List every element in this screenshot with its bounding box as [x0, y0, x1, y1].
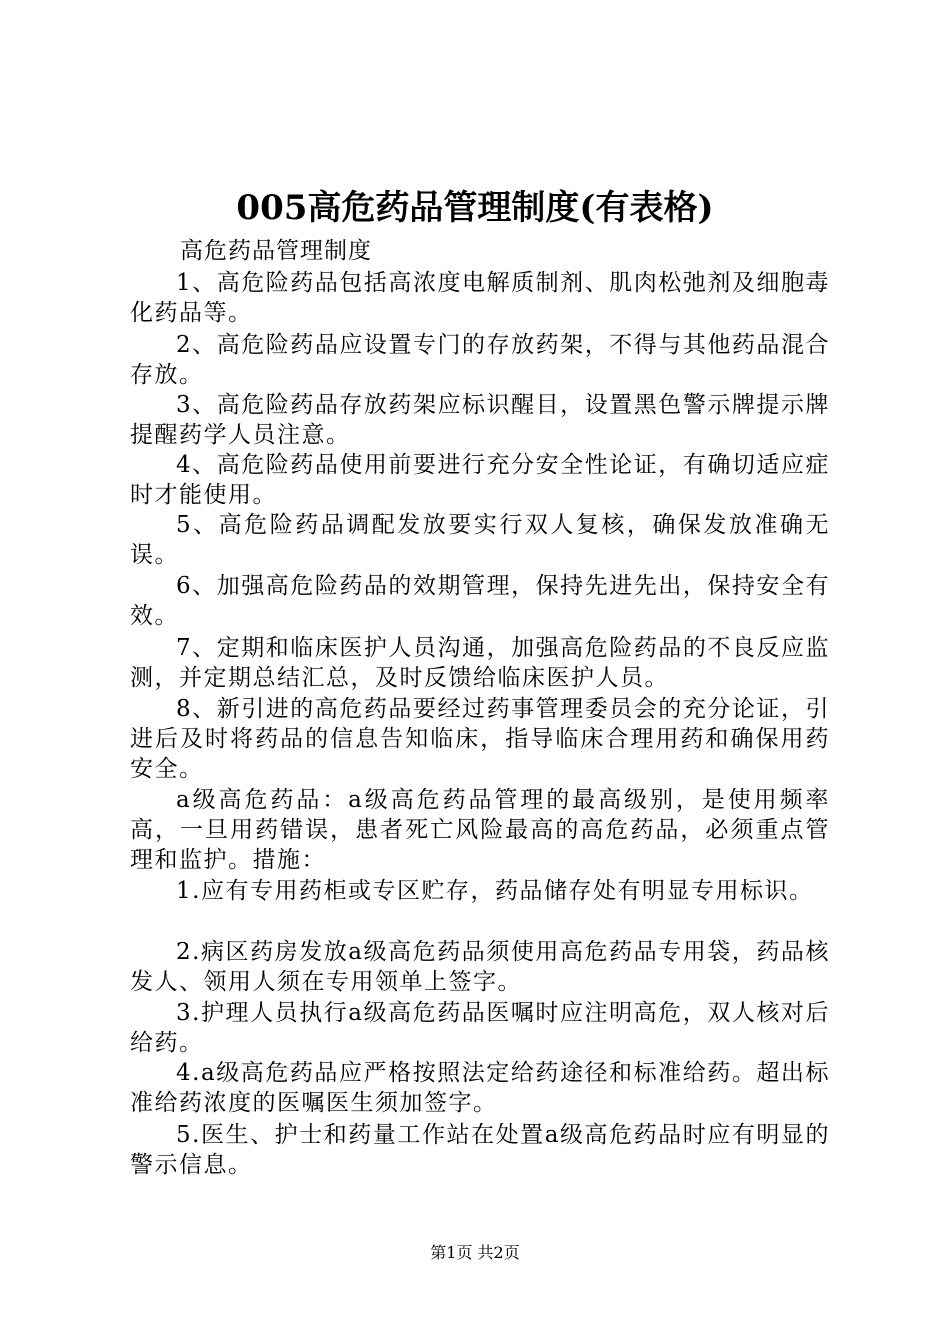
measure-2: 2.病区药房发放a级高危药品须使用高危药品专用袋，药品核发人、领用人须在专用领单上签字。	[130, 939, 830, 995]
paragraph-4: 4、高危险药品使用前要进行充分安全性论证，有确切适应症时才能使用。	[130, 452, 830, 508]
paragraph-1: 1、高危险药品包括高浓度电解质制剂、肌肉松弛剂及细胞毒化药品等。	[130, 270, 830, 326]
measure-3: 3.护理人员执行a级高危药品医嘱时应注明高危，双人核对后给药。	[130, 1000, 830, 1056]
measure-5: 5.医生、护士和药量工作站在处置a级高危药品时应有明显的警示信息。	[130, 1122, 830, 1178]
paragraph-6: 6、加强高危险药品的效期管理，保持先进先出，保持安全有效。	[130, 573, 830, 629]
paragraph-2: 2、高危险药品应设置专门的存放药架，不得与其他药品混合存放。	[130, 332, 830, 388]
document-title: 005高危药品管理制度(有表格)	[236, 188, 714, 228]
measure-4: 4.a级高危药品应严格按照法定给药途径和标准给药。超出标准给药浓度的医嘱医生须加签字。	[130, 1060, 830, 1116]
paragraph-8: 8、新引进的高危药品要经过药事管理委员会的充分论证，引进后及时将药品的信息告知临床，指导临床合理用药和确保用药安全。	[130, 696, 830, 782]
measure-1: 1.应有专用药柜或专区贮存，药品储存处有明显专用标识。	[176, 878, 814, 904]
paragraph-7: 7、定期和临床医护人员沟通，加强高危险药品的不良反应监测，并定期总结汇总，及时反馈给临床医护人员。	[130, 635, 830, 691]
paragraph-5: 5、高危险药品调配发放要实行双人复核，确保发放准确无误。	[130, 512, 830, 568]
document-subtitle: 高危药品管理制度	[180, 238, 372, 264]
paragraph-a-level: a级高危药品：a级高危药品管理的最高级别，是使用频率高，一旦用药错误，患者死亡风险最高的高危药品，必须重点管理和监护。措施：	[130, 787, 830, 873]
paragraph-3: 3、高危险药品存放药架应标识醒目，设置黑色警示牌提示牌提醒药学人员注意。	[130, 392, 830, 448]
page-footer: 第1页 共2页	[430, 1243, 520, 1262]
